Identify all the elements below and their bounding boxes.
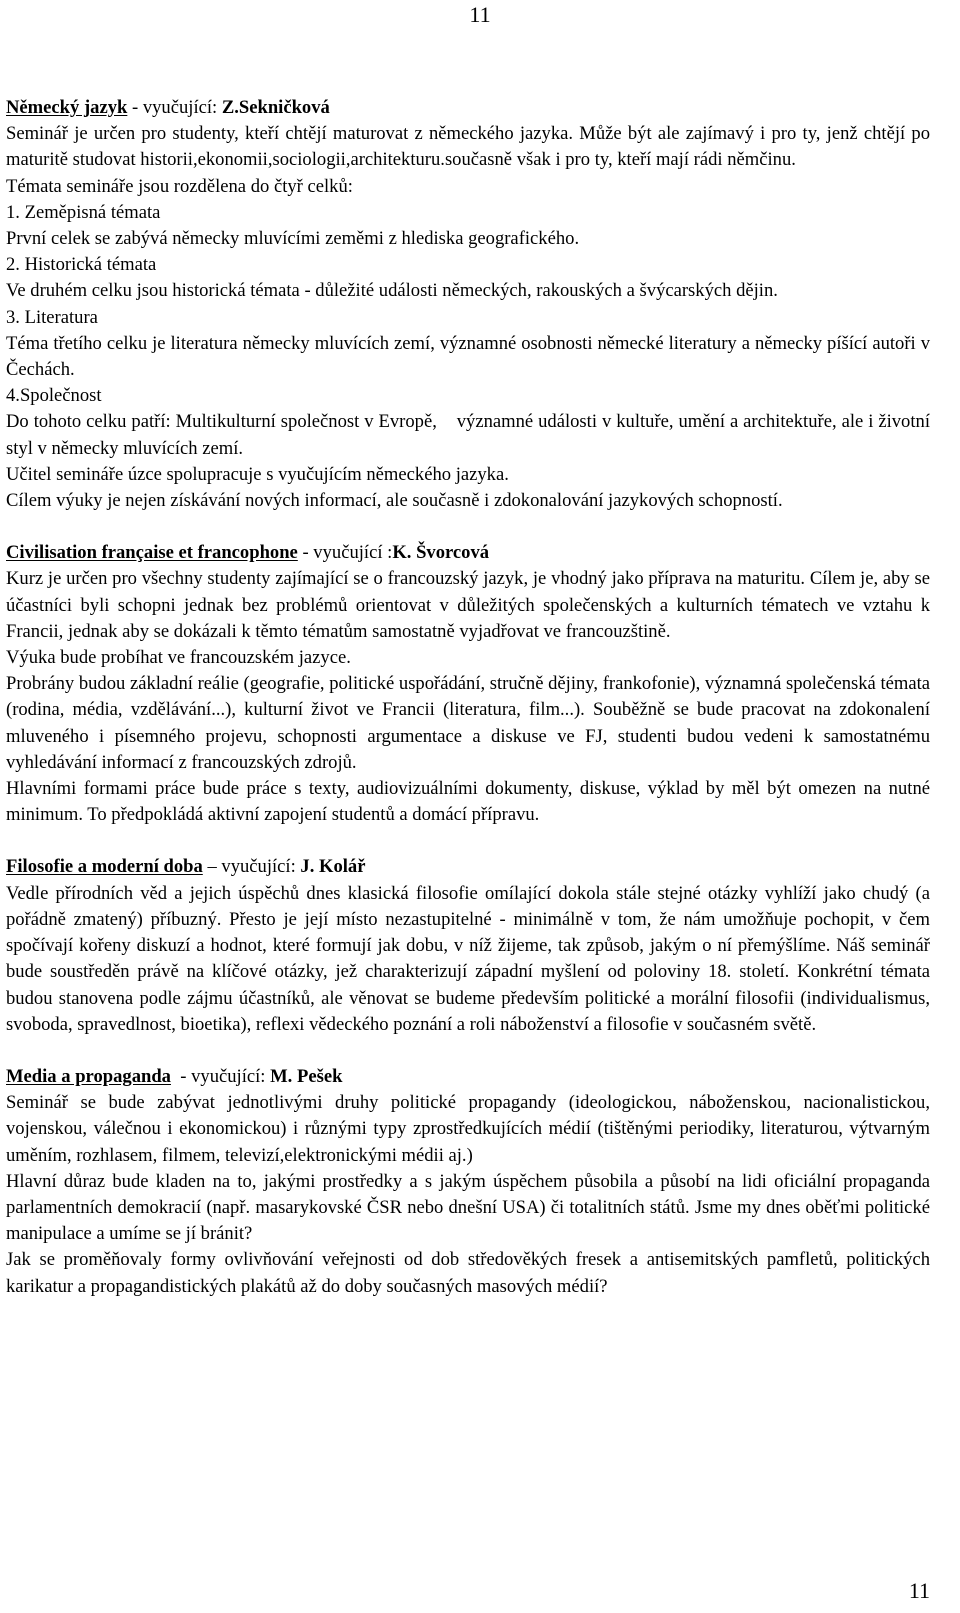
paragraph: Cílem výuky je nejen získávání nových informací, ale současně i zdokonalování jazykových schopností. bbox=[6, 490, 783, 512]
paragraph: Téma třetího celku je literatura německy mluvících zemí, významné osobnosti německé literatury a německy píšící autoři v Čechách. bbox=[6, 332, 930, 381]
paragraph: Kurz je určen pro všechny studenty zajímající se o francouzský jazyk, je vhodný jako příprava na maturitu. Cílem je, aby se účastníci byli schopni jednak bez problémů orientovat v důležitých společenských a kulturních tématech ve vztahu k Francii, jednak aby se dokázali k těmto tématům samostatně vyjadřovat ve francouzštině. bbox=[6, 568, 930, 642]
page-number-bottom: 11 bbox=[908, 1578, 930, 1603]
paragraph: Jak se proměňovaly formy ovlivňování veřejnosti od dob středověkých fresek a antisemitských pamfletů, politických karikatur a propagandistických plakátů až do doby současných masových médií? bbox=[6, 1249, 930, 1297]
paragraph: První celek se zabývá německy mluvícími zeměmi z hlediska geografického. bbox=[6, 228, 580, 250]
paragraph: Seminář je určen pro studenty, kteří chtějí maturovat z německého jazyka. Může být ale zajímavý i pro ty, jenž chtějí po maturitě studovat historii,ekonomii,sociologii,architekturu.současně však i pro ty, kteří mají rádi němčinu. bbox=[6, 123, 930, 171]
paragraph: Do tohoto celku patří: Multikulturní společnost v Evropě, významné události v kultuře, umění a architektuře, ale i životní styl v německy mluvících zemí. bbox=[6, 411, 935, 459]
teacher-label: – vyučující: bbox=[202, 856, 301, 878]
section-heading-philosophy bbox=[6, 854, 930, 880]
teacher-name-philosophy: J. Kolář bbox=[300, 856, 366, 878]
paragraph: Seminář se bude zabývat jednotlivými druhy politické propagandy (ideologickou, náboženskou, nacionalistickou, vojenskou, válečnou i ekonomickou) i různými typy zprostředkujících médií (tištěnými periodiky, literaturou, výtvarným uměním, rozhlasem, filmem, televizí,elektronickými médii aj.) bbox=[6, 1092, 930, 1166]
paragraph: Ve druhém celku jsou historická témata - důležité události německých, rakouských a švýcarských dějin. bbox=[6, 280, 778, 302]
paragraph: Učitel semináře úzce spolupracuje s vyučujícím německého jazyka. bbox=[6, 463, 509, 485]
paragraph: Hlavní důraz bude kladen na to, jakými prostředky a s jakým úspěchem působila a působí na lidi oficiální propaganda parlamentních demokracií (např. masarykovské ČSR nebo dnešní USA) či totalitních států. Jsme my dnes oběťmi politické manipulace a umíme se jí bránit? bbox=[6, 1170, 930, 1245]
section-heading-french bbox=[6, 540, 930, 566]
paragraph: Hlavními formami práce bude práce s texty, audiovizuálními dokumenty, diskuse, výklad by měl být omezen na nutné minimum. To předpokládá aktivní zapojení studentů a domácí přípravu. bbox=[6, 778, 930, 826]
document-body bbox=[6, 95, 935, 1300]
section-heading-german bbox=[6, 95, 930, 121]
course-title-media: Media a propaganda bbox=[6, 1065, 171, 1087]
paragraph: Výuka bude probíhat ve francouzském jazyce. bbox=[6, 647, 351, 669]
paragraph: Vedle přírodních věd a jejich úspěchů dnes klasická filosofie omílající dokola stále stejné otázky vyhlíží jako chudý (a pořádně zmatený) příbuzný. Přesto je její místo nezastupitelné - minimálně v tom, že nám umožňuje pochopit, v čem spočívají kořeny diskuzí a hodnot, které formují jak dobu, v níž žijeme, tak způsob, jakým o ní přemýšlíme. Náš seminář bude soustředěn právě na klíčové otázky, jež charakterizují západní myšlení od poloviny 18. století. Konkrétní témata budou stanovena podle zájmu účastníků, ale věnovat se budeme především politické a morální filosofii (individualismus, svoboda, spravedlnost, bioetika), reflexi vědeckého poznání a roli náboženství a filosofie v současném světě. bbox=[6, 882, 930, 1035]
paragraph: Témata semináře jsou rozdělena do čtyř celků: bbox=[6, 175, 353, 197]
teacher-name-french: K. Švorcová bbox=[392, 542, 490, 564]
topic-title: 4.Společnost bbox=[6, 385, 102, 407]
teacher-label: - vyučující: bbox=[127, 97, 222, 118]
topic-title: 1. Zeměpisná témata bbox=[6, 201, 161, 223]
teacher-label: - vyučující : bbox=[297, 542, 393, 564]
section-heading-media bbox=[6, 1064, 930, 1090]
topic-title: 3. Literatura bbox=[6, 306, 98, 328]
paragraph: Probrány budou základní reálie (geografie, politické uspořádání, stručně dějiny, frankofonie), významná společenská témata (rodina, média, vzdělávání...), kulturní život ve Francii (literatura, film...). Souběžně se bude pracovat na zdokonalení mluveného i písemného projevu, schopnosti argumentace a diskuse ve FJ, studenti budou vedeni k samostatnému vyhledávání informací z francouzských zdrojů. bbox=[6, 673, 931, 773]
teacher-name-german: Z.Sekničková bbox=[221, 97, 330, 118]
teacher-label: - vyučující: bbox=[170, 1065, 271, 1087]
teacher-name-media: M. Pešek bbox=[270, 1065, 343, 1087]
course-title-french: Civilisation française et francophone bbox=[6, 542, 298, 564]
page-number-top: 11 bbox=[469, 2, 491, 27]
course-title-philosophy: Filosofie a moderní doba bbox=[6, 856, 203, 878]
course-title-german: Německý jazyk bbox=[6, 97, 128, 118]
topic-title: 2. Historická témata bbox=[6, 254, 157, 276]
